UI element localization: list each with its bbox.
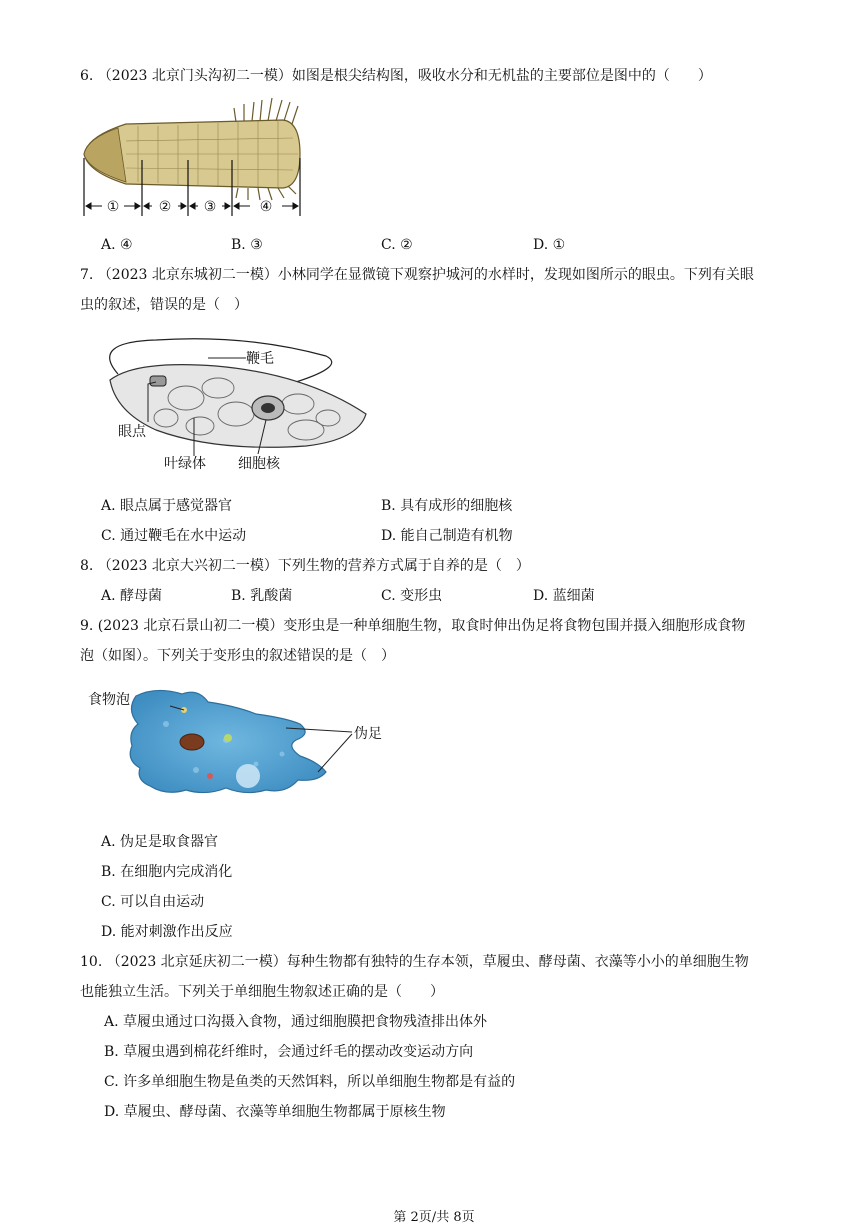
pseudopod-label: 伪足 — [354, 726, 382, 742]
q7-option-b[interactable]: B. 具有成形的细胞核 — [381, 498, 513, 514]
food-vacuole-label: 食物泡 — [88, 692, 130, 708]
q10-stem-line2: 也能独立生活。下列关于单细胞生物叙述正确的是（ ） — [80, 984, 444, 1000]
nucleus-label: 细胞核 — [238, 456, 280, 472]
q9-option-a[interactable]: A. 伪足是取食器官 — [101, 834, 219, 850]
q7-option-a[interactable]: A. 眼点属于感觉器官 — [101, 498, 233, 514]
q7-stem-line2: 虫的叙述，错误的是（ ） — [80, 297, 248, 313]
root-zone-label-1: ① — [106, 199, 120, 215]
q6-stem: 6. （2023 北京门头沟初二一模）如图是根尖结构图，吸收水分和无机盐的主要部位是图中的（ ） — [80, 68, 712, 84]
q8-stem: 8. （2023 北京大兴初二一模）下列生物的营养方式属于自养的是（ ） — [80, 558, 530, 574]
q8-option-c[interactable]: C. 变形虫 — [381, 588, 443, 604]
eyespot-label: 眼点 — [118, 424, 146, 440]
root-zone-label-4: ④ — [259, 199, 273, 215]
flagellum-label: 鞭毛 — [246, 351, 274, 367]
q10-option-c[interactable]: C. 许多单细胞生物是鱼类的天然饵料，所以单细胞生物都是有益的 — [104, 1074, 516, 1090]
q9-option-b[interactable]: B. 在细胞内完成消化 — [101, 864, 233, 880]
q9-option-c[interactable]: C. 可以自由运动 — [101, 894, 205, 910]
q7-option-c[interactable]: C. 通过鞭毛在水中运动 — [101, 528, 247, 544]
q8-option-b[interactable]: B. 乳酸菌 — [231, 588, 293, 604]
q8-option-a[interactable]: A. 酵母菌 — [101, 588, 163, 604]
q7-stem-line1: 7. （2023 北京东城初二一模）小林同学在显微镜下观察护城河的水样时，发现如图所示的眼虫。下列有关眼 — [80, 267, 754, 283]
q10-option-d[interactable]: D. 草履虫、酵母菌、衣藻等单细胞生物都属于原核生物 — [104, 1104, 446, 1120]
page-number: 第 2页/共 8页 — [393, 1210, 475, 1225]
q10-option-b[interactable]: B. 草履虫遇到棉花纤维时，会通过纤毛的摆动改变运动方向 — [104, 1044, 474, 1060]
q6-option-a[interactable]: A. ④ — [101, 237, 133, 253]
root-tip-figure — [78, 96, 310, 222]
q6-option-b[interactable]: B. ③ — [231, 237, 263, 253]
q8-option-d[interactable]: D. 蓝细菌 — [533, 588, 595, 604]
q10-stem-line1: 10. （2023 北京延庆初二一模）每种生物都有独特的生存本领，草履虫、酵母菌、衣藻等小小的单细胞生物 — [80, 954, 749, 970]
q10-option-a[interactable]: A. 草履虫通过口沟摄入食物，通过细胞膜把食物残渣排出体外 — [104, 1014, 488, 1030]
q6-option-d[interactable]: D. ① — [533, 237, 566, 253]
q7-option-d[interactable]: D. 能自己制造有机物 — [381, 528, 513, 544]
amoeba-figure — [86, 684, 406, 804]
q9-stem-line1: 9. (2023 北京石景山初二一模）变形虫是一种单细胞生物，取食时伸出伪足将食物包围并摄入细胞形成食物 — [80, 618, 746, 634]
chloroplast-label: 叶绿体 — [164, 456, 206, 472]
euglena-figure — [96, 336, 378, 476]
root-zone-label-3: ③ — [203, 199, 217, 215]
q6-option-c[interactable]: C. ② — [381, 237, 413, 253]
q9-stem-line2: 泡（如图）。下列关于变形虫的叙述错误的是（ ） — [80, 648, 395, 664]
root-zone-label-2: ② — [158, 199, 172, 215]
q9-option-d[interactable]: D. 能对刺激作出反应 — [101, 924, 233, 940]
